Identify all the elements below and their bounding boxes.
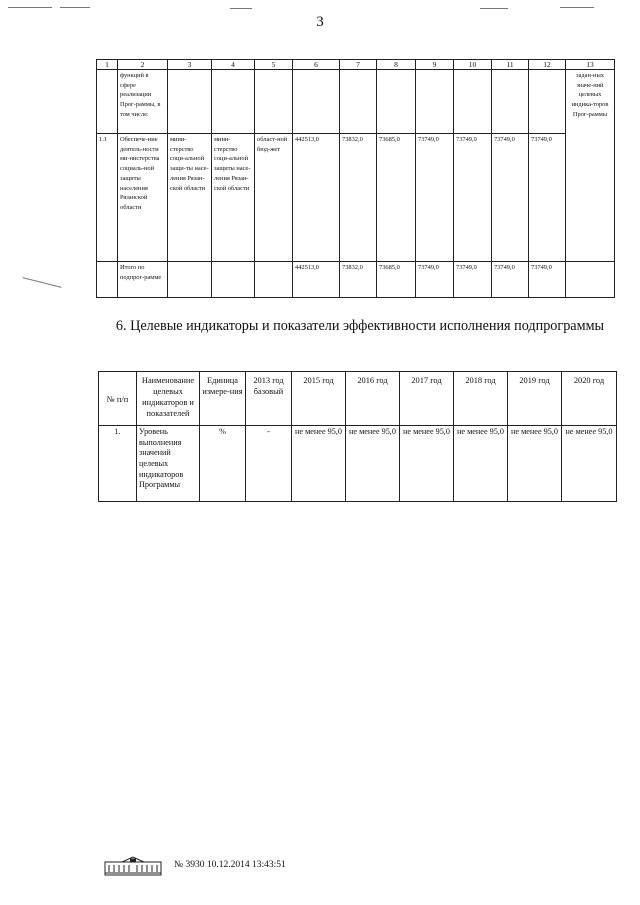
table-cell [212,262,255,298]
table-header-row [97,60,615,70]
table-cell [97,262,118,298]
column-header: 2017 год [400,372,454,426]
table-cell: мини-стерство соци-альной защи-ты насе-ления Рязан-ской области [168,134,212,262]
table-cell: 73749,0 [492,134,529,262]
table-cell: Итого по подпрог-рамме [118,262,168,298]
table-cell: не менее 95,0 [292,426,346,502]
column-header: 2013 год базовый [246,372,292,426]
building-logo-icon [104,856,162,876]
table-cell: 73749,0 [529,134,566,262]
table-cell [340,70,377,134]
table-cell: 73685,0 [377,262,416,298]
table-cell [566,262,615,298]
table-cell: 73832,0 [340,262,377,298]
table-cell [293,70,340,134]
financing-table [96,59,615,298]
table-cell: 73749,0 [529,262,566,298]
table-cell: задан-ных значе-ний целевых индика-торов Прог-раммы [566,70,615,262]
column-header: 2015 год [292,372,346,426]
table-cell [255,70,293,134]
table-cell: 442513,0 [293,262,340,298]
column-header: 2016 год [346,372,400,426]
table-cell: не менее 95,0 [562,426,617,502]
table-cell: 73749,0 [416,134,454,262]
table-cell: не менее 95,0 [454,426,508,502]
table-row [97,262,615,298]
table-cell: 1.1 [97,134,118,262]
column-header: 6 [293,60,340,70]
table-cell [97,70,118,134]
page-number: 3 [316,14,324,30]
column-header: 2020 год [562,372,617,426]
table-cell [168,262,212,298]
scan-artifact [22,277,61,288]
table-row [97,70,615,134]
column-header: 9 [416,60,454,70]
column-header: 12 [529,60,566,70]
table-cell: 73832,0 [340,134,377,262]
table-cell: % [200,426,246,502]
table-cell: функций в сфере реализации Прог-раммы, в том числе: [118,70,168,134]
column-header: 13 [566,60,615,70]
table-cell [416,70,454,134]
table-cell: не менее 95,0 [400,426,454,502]
table-cell [255,262,293,298]
column-header: 7 [340,60,377,70]
table-cell: 73749,0 [416,262,454,298]
table-cell: област-ной бюд-жет [255,134,293,262]
table-cell [168,70,212,134]
column-header: Наименование целевых индикаторов и показателей [137,372,200,426]
registration-stamp: № 3930 10.12.2014 13:43:51 [174,860,286,870]
column-header: 2019 год [508,372,562,426]
column-header: 8 [377,60,416,70]
scan-artifact [60,7,90,8]
table-cell: 73749,0 [492,262,529,298]
scan-artifact [230,8,252,9]
column-header: 2018 год [454,372,508,426]
table-cell: 73749,0 [454,134,492,262]
table-cell: 73749,0 [454,262,492,298]
table-cell: 73685,0 [377,134,416,262]
table-cell [377,70,416,134]
table-row [97,134,615,262]
table-cell: не менее 95,0 [346,426,400,502]
section-heading: 6. Целевые индикаторы и показатели эффективности исполнения подпрограммы [115,318,605,334]
column-header: 10 [454,60,492,70]
scan-artifact [480,8,508,9]
table-cell: Обеспече-ние деятель-ности ми-нистерства социаль-ной защиты населения Рязанской области [118,134,168,262]
column-header: 2 [118,60,168,70]
table-row [99,426,617,502]
scan-artifact [8,7,52,8]
table-cell [529,70,566,134]
table-cell: мини-стерство соци-альной защиты насе-ления Рязан-ской области [212,134,255,262]
column-header: № п/п [99,372,137,426]
table-cell: 1. [99,426,137,502]
column-header: 1 [97,60,118,70]
table-cell: - [246,426,292,502]
table-cell: 442513,0 [293,134,340,262]
column-header: 5 [255,60,293,70]
indicators-table [98,371,617,502]
column-header: 4 [212,60,255,70]
table-cell [492,70,529,134]
table-cell: Уровень выполнения значений целевых индикаторов Программы [137,426,200,502]
scan-artifact [560,7,594,8]
document-footer [104,856,444,878]
column-header: 3 [168,60,212,70]
table-cell: не менее 95,0 [508,426,562,502]
column-header: Единица измере-ния [200,372,246,426]
column-header: 11 [492,60,529,70]
table-cell [212,70,255,134]
table-header-row [99,372,617,426]
table-cell [454,70,492,134]
